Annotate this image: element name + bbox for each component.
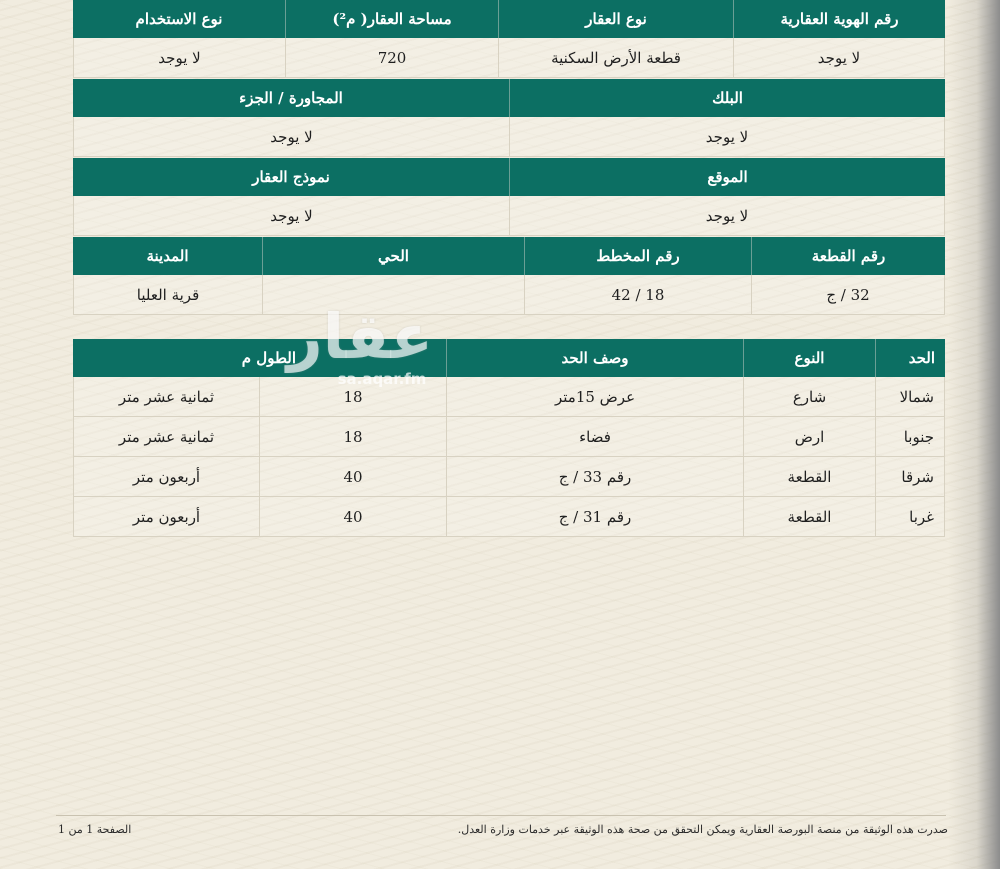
boundary-length-number: 40 bbox=[259, 497, 446, 537]
boundary-description: عرض 15متر bbox=[446, 377, 743, 417]
boundary-direction: شرقا bbox=[875, 457, 945, 497]
header-usage-type: نوع الاستخدام bbox=[73, 0, 285, 38]
boundary-description: فضاء bbox=[446, 417, 743, 457]
value-block: لا يوجد bbox=[509, 117, 945, 157]
header-boundary-direction: الحد bbox=[875, 339, 945, 377]
boundary-description: رقم 31 / ج bbox=[446, 497, 743, 537]
header-property-model: نموذج العقار bbox=[73, 158, 509, 196]
boundary-length-words: أربعون متر bbox=[73, 457, 259, 497]
boundary-length-number: 18 bbox=[259, 417, 446, 457]
watermark-logo: عقار bbox=[287, 300, 433, 373]
value-plot-number: 32 / ج bbox=[751, 275, 945, 315]
value-property-model: لا يوجد bbox=[73, 196, 509, 236]
header-location: الموقع bbox=[509, 158, 945, 196]
header-neighborhood-part: المجاورة / الجزء bbox=[73, 79, 509, 117]
boundary-length-number: 18 bbox=[259, 377, 446, 417]
header-city: المدينة bbox=[73, 237, 262, 275]
header-plot-number: رقم القطعة bbox=[751, 237, 945, 275]
header-boundary-description: وصف الحد bbox=[446, 339, 743, 377]
header-boundary-length: الطول م bbox=[73, 339, 446, 377]
boundary-direction: شمالا bbox=[875, 377, 945, 417]
header-property-area: مساحة العقار( م²) bbox=[285, 0, 498, 38]
block-table bbox=[73, 79, 945, 157]
boundaries-table bbox=[73, 339, 945, 537]
boundary-type: ارض bbox=[743, 417, 875, 457]
header-property-type: نوع العقار bbox=[498, 0, 733, 38]
boundary-length-number: 40 bbox=[259, 457, 446, 497]
header-district: الحي bbox=[262, 237, 524, 275]
header-plan-number: رقم المخطط bbox=[524, 237, 751, 275]
value-usage-type: لا يوجد bbox=[73, 38, 285, 78]
location-table bbox=[73, 158, 945, 236]
boundary-length-words: أربعون متر bbox=[73, 497, 259, 537]
value-plan-number: 18 / 42 bbox=[524, 275, 751, 315]
value-property-id: لا يوجد bbox=[733, 38, 945, 78]
page-number: الصفحة 1 من 1 bbox=[58, 823, 132, 836]
property-info-table bbox=[73, 0, 945, 78]
value-district bbox=[262, 275, 524, 315]
header-block: البلك bbox=[509, 79, 945, 117]
boundary-length-words: ثمانية عشر متر bbox=[73, 377, 259, 417]
value-city: قرية العليا bbox=[73, 275, 262, 315]
boundary-type: شارع bbox=[743, 377, 875, 417]
value-neighborhood-part: لا يوجد bbox=[73, 117, 509, 157]
footer-verification-note: صدرت هذه الوثيقة من منصة البورصة العقارية ويمكن التحقق من صحة هذه الوثيقة عبر خدمات وزارة العدل. bbox=[457, 823, 948, 836]
boundary-type: القطعة bbox=[743, 497, 875, 537]
boundary-length-words: ثمانية عشر متر bbox=[73, 417, 259, 457]
value-location: لا يوجد bbox=[509, 196, 945, 236]
boundary-type: القطعة bbox=[743, 457, 875, 497]
table-row bbox=[73, 417, 945, 457]
value-property-area: 720 bbox=[285, 38, 498, 78]
page-edge-shadow bbox=[948, 0, 1000, 869]
footer-divider bbox=[56, 815, 946, 816]
plot-table bbox=[73, 237, 945, 315]
table-row bbox=[73, 497, 945, 537]
header-boundary-type: النوع bbox=[743, 339, 875, 377]
boundary-description: رقم 33 / ج bbox=[446, 457, 743, 497]
value-property-type: قطعة الأرض السكنية bbox=[498, 38, 733, 78]
table-row bbox=[73, 377, 945, 417]
boundary-direction: جنوبا bbox=[875, 417, 945, 457]
watermark-url: sa.aqar.fm bbox=[337, 370, 427, 388]
header-property-id: رقم الهوية العقارية bbox=[733, 0, 945, 38]
table-row bbox=[73, 457, 945, 497]
boundary-direction: غربا bbox=[875, 497, 945, 537]
